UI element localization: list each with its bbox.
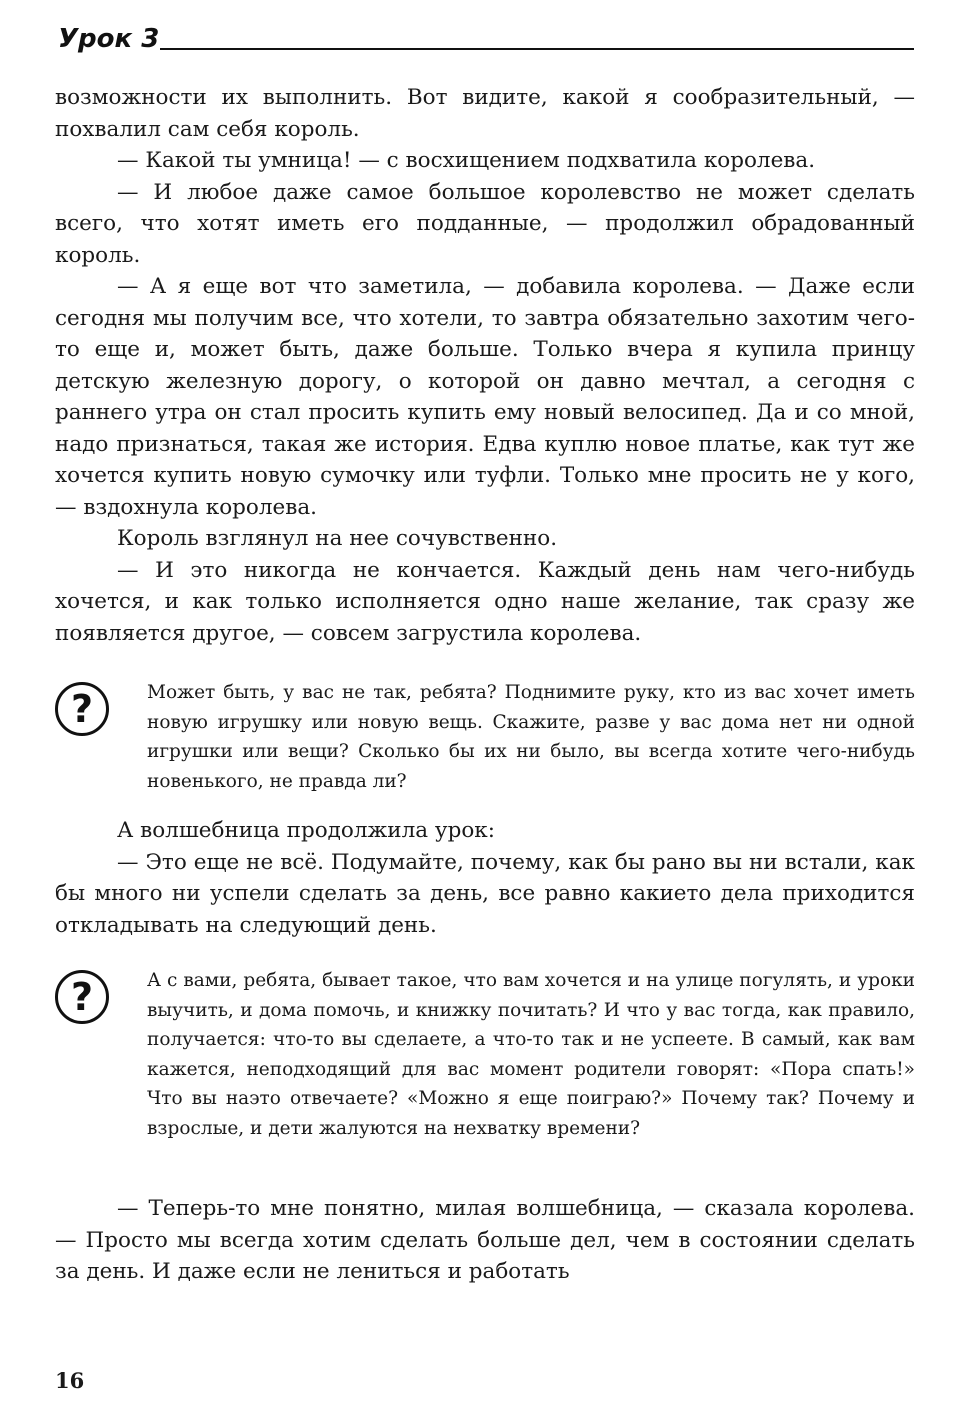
paragraph: — И любое даже самое большое королевство не может сделать всего, что хотят иметь его подданные, — продолжил обрадованный король. [55,179,915,268]
question-text [147,678,915,796]
header-rule [160,48,914,50]
paragraph: — Теперь-то мне понятно, милая волшебница, — сказала королева. — Просто мы всегда хотим сделать больше дел, чем в состоянии сделать за день. И даже если не лениться и работать [55,1196,915,1284]
question-block-1 [55,678,915,798]
question-mark-icon: ? [55,682,109,736]
paragraph: Король взглянул на нее сочувственно. [117,526,558,551]
paragraph: — Какой ты умница! — с восхищением подхватила королева. [117,148,816,173]
main-text [55,82,915,649]
lesson-title: Урок 3 [58,24,160,54]
paragraph: А волшебница продолжила урок: [117,818,495,843]
paragraph: возможности их выполнить. Вот видите, какой я сообразительный, — похвалил сам себя король. [55,85,915,142]
question-text [147,966,915,1143]
question-block-2 [55,966,915,1176]
page-header [58,24,914,54]
paragraph: — И это никогда не кончается. Каждый день нам чего-нибудь хочется, и как только исполняется одно наше желание, так сразу же появляется другое, — совсем загрустила королева. [55,557,915,646]
paragraph: — Это еще не всё. Подумайте, почему, как бы рано вы ни встали, как бы много ни успели сделать за день, все равно какието дела приходится откладывать на следующий день. [55,849,915,938]
page-number: 16 [55,1368,85,1393]
question-paragraph: Может быть, у вас не так, ребята? Поднимите руку, кто из вас хочет иметь новую игрушку или новую вещь. Скажите, разве у вас дома нет ни одной игрушки или вещи? Сколько бы их ни было, вы всегда хотите чего-нибудь новенького, не правда ли? [147,682,915,792]
middle-text [55,815,915,941]
question-mark-icon: ? [55,970,109,1024]
paragraph: — А я еще вот что заметила, — добавила королева. — Даже если сегодня мы получим все, что хотели, то завтра обязательно захотим чего-то еще и, может быть, даже больше. Только вчера я купила принцу детскую железную дорогу, о которой он давно мечтал, а сегодня с раннего утра он стал просить купить ему новый велосипед. Да и со мной, надо признаться, такая же история. Едва куплю новое платье, как тут же хочется купить новую сумочку или туфли. Только мне просить не у кого, — вздохнула королева. [55,274,915,520]
bottom-text [55,1193,915,1288]
question-paragraph: А с вами, ребята, бывает такое, что вам хочется и на улице погулять, и уроки выучить, и дома помочь, и книжку почитать? И что у вас тогда, как правило, получается: что-то вы сделаете, а что-то так и не успеете. В самый, как вам кажется, неподходящий для вас момент родители говорят: «Пора спать!» Что вы наэто отвечаете? «Можно я еще поиграю?» Почему так? Почему и взрослые, и дети жалуются на нехватку времени? [147,970,915,1139]
